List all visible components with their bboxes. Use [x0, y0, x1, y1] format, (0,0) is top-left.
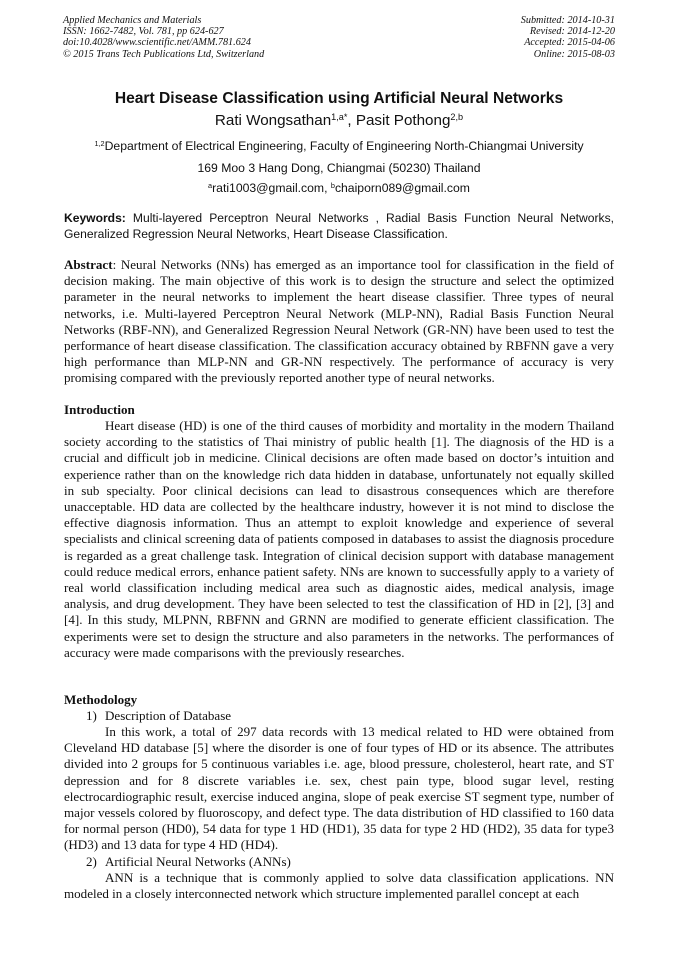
abstract-label: Abstract	[64, 257, 113, 272]
paper-title: Heart Disease Classification using Artificial Neural Networks	[114, 90, 564, 107]
subsection-1-title: Description of Database	[105, 708, 232, 723]
issn-line: ISSN: 1662-7482, Vol. 781, pp 624-627	[63, 26, 224, 38]
journal-header	[63, 15, 264, 60]
email-b-sup: b	[330, 180, 335, 190]
introduction-heading: Introduction	[64, 402, 135, 417]
authors-line	[0, 112, 678, 129]
author-2-sup: 2,b	[450, 111, 464, 122]
accepted-date: Accepted: 2015-04-06	[524, 37, 615, 49]
email-a-sup: a	[208, 180, 213, 190]
address-line: 169 Moo 3 Hang Dong, Chiangmai (50230) Thailand	[197, 161, 481, 175]
doi-line: doi:10.4028/www.scientific.net/AMM.781.624	[63, 37, 251, 49]
author-separator: ,	[347, 112, 356, 129]
journal-name: Applied Mechanics and Materials	[63, 15, 202, 26]
revised-date: Revised: 2014-12-20	[529, 26, 615, 38]
abstract-block	[64, 257, 614, 387]
database-paragraph: In this work, a total of 297 data records with 13 medical related to HD were obtained from Cleveland HD database [5] where the disorder is one of four types of HD or its absence. The attributes divided into 2 groups for 5 continuous variables i.e. age, blood pressure, cholesterol, heart rate, and ST depression and for 8 discrete variables i.e. sex, chest pain type, blood sugar level, resting electrocardiographic result, exercise induced angina, slope of peak exercise ST segment type, number of major vessels colored by fluoroscopy, and defect type. The data distribution of HD classified to 160 data for normal person (HD0), 54 data for type 1 HD (HD1), 35 data for type 2 HD (HD2), 35 data for type3 (HD3) and 13 data for type 4 HD (HD4).	[64, 724, 614, 853]
subsection-1-number: 1)	[86, 708, 97, 723]
online-date: Online: 2015-08-03	[533, 48, 615, 60]
author-2-name: Pasit Pothong	[355, 112, 451, 129]
email-b: chaiporn089@gmail.com	[334, 181, 470, 195]
email-a: rati1003@gmail.com,	[212, 181, 331, 195]
copyright-line: © 2015 Trans Tech Publications Ltd, Switzerland	[63, 48, 265, 60]
methodology-heading: Methodology	[64, 692, 138, 707]
dates-header	[521, 15, 615, 60]
emails-line	[0, 181, 678, 195]
affiliation-text: Department of Electrical Engineering, Faculty of Engineering North-Chiangmai University	[104, 139, 584, 153]
author-1-name: Rati Wongsathan	[214, 112, 332, 129]
affiliation-sup: 1,2	[94, 138, 105, 148]
subsection-1-heading	[86, 708, 231, 724]
abstract-text: : Neural Networks (NNs) has emerged as an importance tool for classification in the field of decision making. The main objective of this work is to design the structure and select the optimized parameter in the neural networks to implement the heart disease classifier. Three types of neural networks, i.e. Multi-layered Perceptron Neural Network (MLP-NN), Radial Basis Function Neural Networks (RBF-NN), and Generalized Regression Neural Network (GR-NN) have been used to test the performance of heart disease classification. The classification accuracy obtained by RBFNN gave a very high performance than MLP-NN and GR-NN respectively. The performance of accuracy is very promising compared with the previously reported another type of neural networks.	[64, 257, 614, 386]
subsection-2-heading	[86, 854, 291, 870]
subsection-2-title: Artificial Neural Networks (ANNs)	[105, 854, 291, 869]
keywords-block	[64, 210, 614, 242]
submitted-date: Submitted: 2014-10-31	[520, 15, 615, 26]
subsection-2-number: 2)	[86, 854, 97, 869]
introduction-paragraph: Heart disease (HD) is one of the third causes of morbidity and mortality in the modern Thailand society according to the statistics of Thai ministry of public health [1]. The diagnosis of the HD is a crucial and difficult job in medicine. Clinical decisions are often made based on doctor’s intuition and experience rather than on the knowledge rich data hidden in database, unfortunately not equally skilled in sub specialty. Poor clinical decisions can lead to disastrous consequences which are therefore unacceptable. HD data are collected by the healthcare industry, however it is not mind to disclose the effective diagnosis information. Thus an attempt to exploit knowledge and experience of several specialists and clinical screening data of patients composed in databases to assist the diagnosis procedure is regarded as a great challenge task. Integration of clinical decision support with database management could reduce medical errors, enhance patient safety. NNs are known to successfully apply to a variety of real world classification including medical area such as diagnostic aides, medical analysis, image analysis, and drug development. They have been selected to test the classification of HD in [2], [3] and [4]. In this study, MLPNN, RBFNN and GRNN are modified to generate efficient classification. The experiments were set to design the structure and also parameters in the networks. The performances of accuracy were made comparisons with the previously researches.	[64, 418, 614, 660]
ann-paragraph: ANN is a technique that is commonly applied to solve data classification applications. NN modeled in a closely interconnected network which structure implemented parallel concept at each	[64, 870, 614, 902]
keywords-text: Multi-layered Perceptron Neural Networks , Radial Basis Function Neural Networks, Generalized Regression Neural Networks, Heart Disease Classification.	[64, 211, 614, 241]
author-1-sup: 1,a*	[331, 111, 348, 122]
affiliation-line	[0, 139, 678, 153]
keywords-label: Keywords:	[64, 211, 126, 225]
